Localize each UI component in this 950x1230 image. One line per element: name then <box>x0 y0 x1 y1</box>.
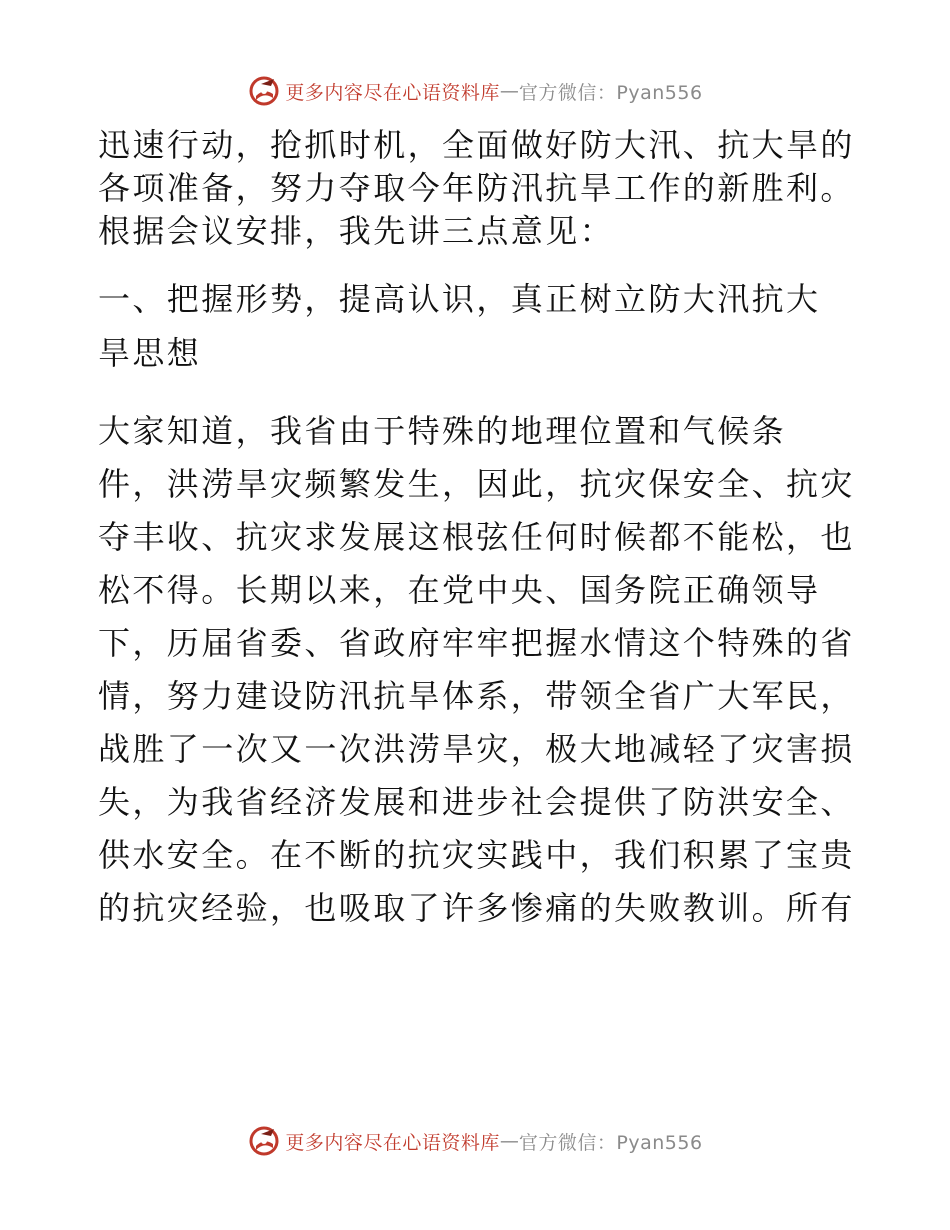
watermark-wechat: 官方微信：Pyan556 <box>518 81 703 104</box>
body-line: 的抗灾经验，也吸取了许多惨痛的失败教训。所有 <box>98 889 855 927</box>
intro-line: 各项准备，努力夺取今年防汛抗旱工作的新胜利。 <box>98 169 855 207</box>
body-line: 战胜了一次又一次洪涝旱灾，极大地减轻了灾害损 <box>98 730 855 768</box>
intro-line: 迅速行动，抢抓时机，全面做好防大汛、抗大旱的 <box>98 126 855 164</box>
book-pen-logo-icon <box>247 74 281 108</box>
watermark-text: 更多内容尽在心语资料库 <box>285 1131 500 1154</box>
document-body <box>98 126 868 928</box>
body-line: 下，历届省委、省政府牢牢把握水情这个特殊的省 <box>98 624 855 662</box>
intro-line: 根据会议安排，我先讲三点意见： <box>98 212 615 250</box>
body-line: 失，为我省经济发展和进步社会提供了防洪安全、 <box>98 783 855 821</box>
body-line: 情，努力建设防汛抗旱体系，带领全省广大军民， <box>98 677 855 715</box>
section-heading: 一、把握形势，提高认识，真正树立防大汛抗大 <box>98 280 821 318</box>
watermark-text: 更多内容尽在心语资料库 <box>285 81 500 104</box>
watermark-wechat: 官方微信：Pyan556 <box>518 1131 703 1154</box>
body-line: 夺丰收、抗灾求发展这根弦任何时候都不能松，也 <box>98 518 855 556</box>
footer-watermark <box>0 1123 950 1159</box>
watermark-dash: — <box>499 80 519 102</box>
book-pen-logo-icon <box>247 1124 281 1158</box>
body-line: 松不得。长期以来，在党中央、国务院正确领导 <box>98 571 821 609</box>
watermark-dash: — <box>499 1130 519 1152</box>
body-line: 大家知道，我省由于特殊的地理位置和气候条 <box>98 412 787 450</box>
section-heading: 旱思想 <box>98 334 202 372</box>
body-line: 件，洪涝旱灾频繁发生，因此，抗灾保安全、抗灾 <box>98 465 855 503</box>
body-line: 供水安全。在不断的抗灾实践中，我们积累了宝贵 <box>98 836 855 874</box>
header-watermark <box>0 73 950 109</box>
